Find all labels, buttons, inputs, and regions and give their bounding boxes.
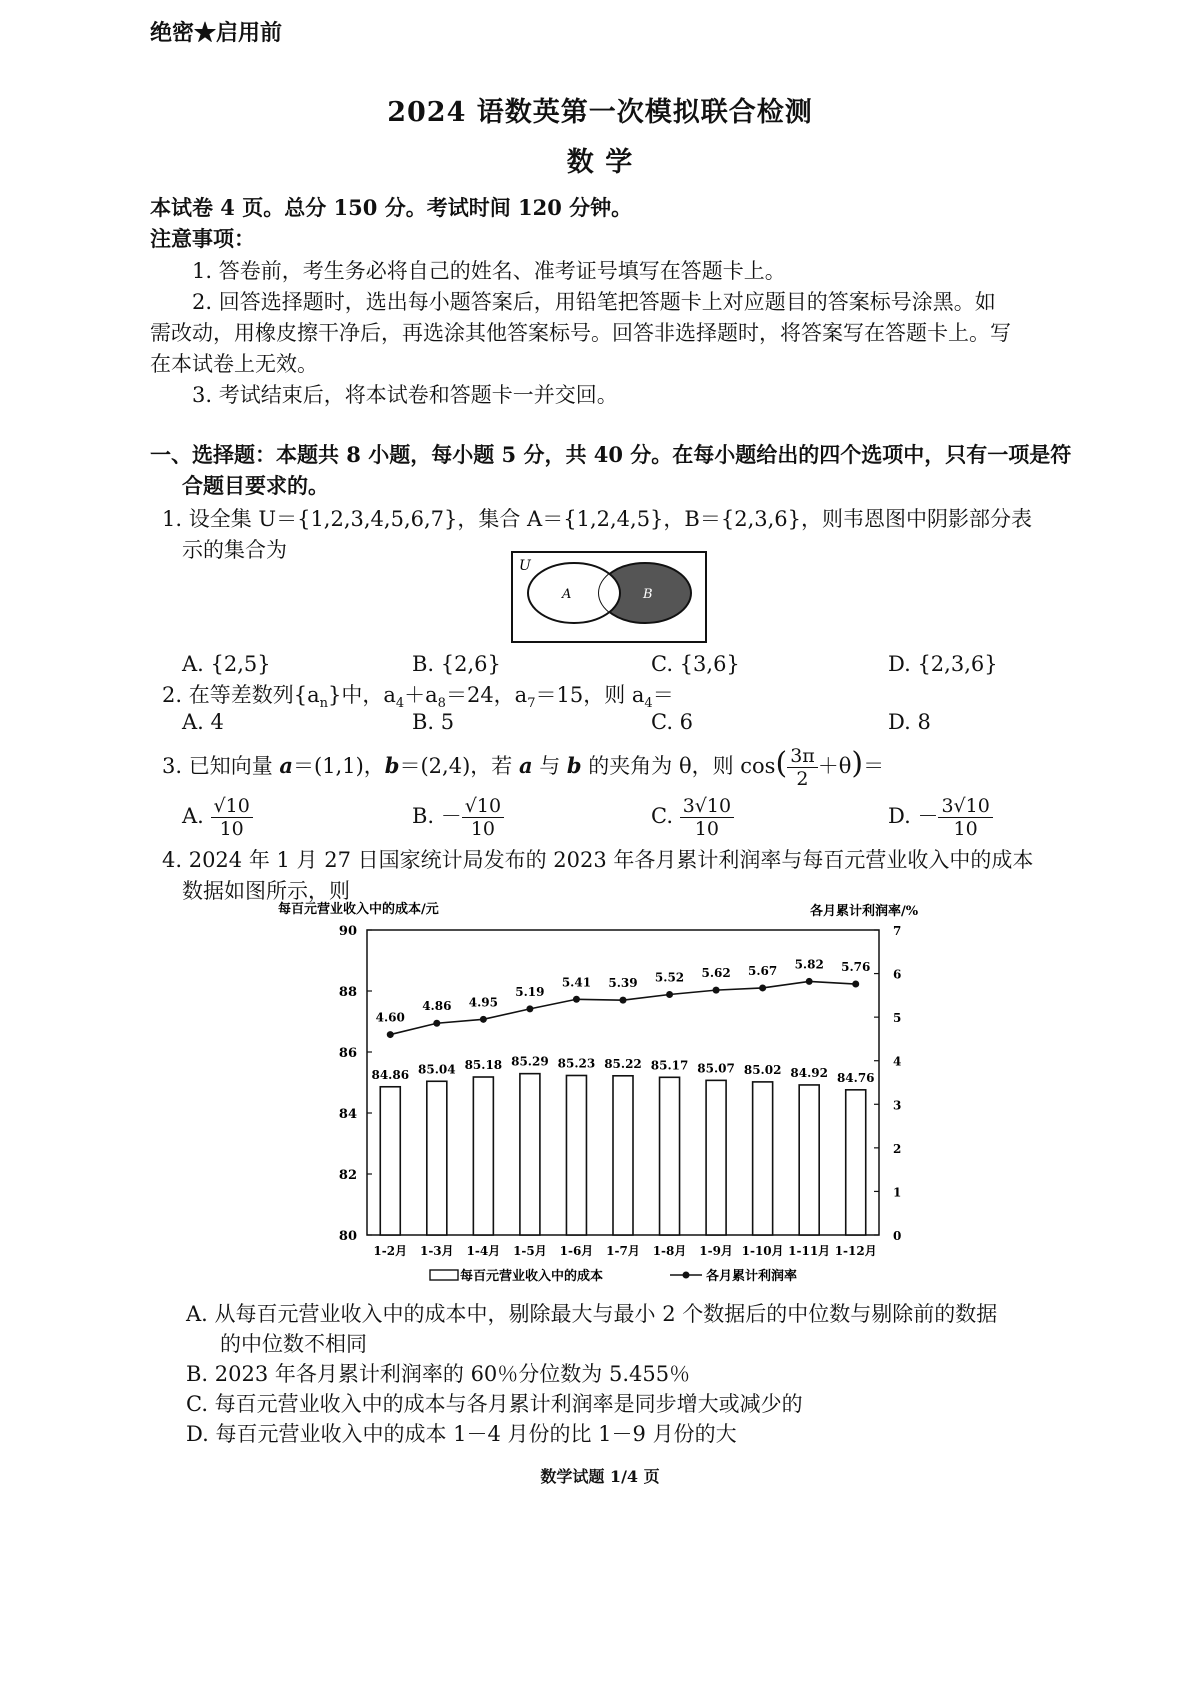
venn-label-u: U <box>519 558 531 574</box>
chart-left-axis-title: 每百元营业收入中的成本/元 <box>278 902 439 917</box>
note-2-line-1: 2. 回答选择题时，选出每小题答案后，用铅笔把答题卡上对应题目的答案标号涂黑。如 <box>192 290 996 314</box>
chart-bar-value-label: 84.86 <box>371 1067 410 1082</box>
chart-x-tick-label: 1-12月 <box>834 1244 877 1258</box>
chart-legend-line-marker <box>683 1272 690 1279</box>
chart-bar-value-label: 84.76 <box>836 1070 875 1085</box>
chart-bar <box>566 1075 586 1235</box>
q1-stem-line-1: 1. 设全集 U＝{1,2,3,4,5,6,7}，集合 A＝{1,2,4,5}，B＝{2,3,6}，则韦恩图中阴影部分表 <box>162 507 1033 531</box>
chart-line-point <box>852 981 859 988</box>
chart-bar <box>380 1087 400 1235</box>
chart-left-tick-label: 86 <box>338 1046 357 1061</box>
chart-right-tick-label: 1 <box>893 1185 902 1200</box>
chart-bar-value-label: 85.29 <box>511 1054 549 1069</box>
q2-option-c: C. 6 <box>651 710 694 734</box>
q4-option-c: C. 每百元营业收入中的成本与各月累计利润率是同步增大或减少的 <box>186 1392 803 1416</box>
exam-summary: 本试卷 4 页。总分 150 分。考试时间 120 分钟。 <box>150 195 633 220</box>
chart-line-point <box>480 1016 487 1023</box>
q4-stem-line-2: 数据如图所示，则 <box>182 879 350 903</box>
chart-right-tick-label: 4 <box>893 1054 902 1069</box>
q2-option-b: B. 5 <box>412 710 455 734</box>
q4-option-d: D. 每百元营业收入中的成本 1－4 月份的比 1－9 月份的大 <box>186 1422 737 1446</box>
chart-right-tick-label: 3 <box>893 1098 902 1113</box>
q4-chart <box>270 895 970 1295</box>
note-1: 1. 答卷前，考生务必将自己的姓名、准考证号填写在答题卡上。 <box>192 259 786 283</box>
chart-bar <box>613 1076 633 1235</box>
chart-left-tick-label: 80 <box>338 1229 357 1244</box>
chart-bar <box>520 1074 540 1235</box>
chart-legend-bar-label: 每百元营业收入中的成本 <box>460 1269 604 1284</box>
chart-line-value-label: 5.82 <box>794 957 824 972</box>
chart-left-tick-label: 90 <box>338 924 357 939</box>
chart-bar <box>846 1090 866 1235</box>
chart-x-tick-label: 1-4月 <box>466 1244 501 1258</box>
q2-option-a: A. 4 <box>182 710 224 734</box>
chart-x-tick-label: 1-6月 <box>559 1244 594 1258</box>
chart-left-tick-label: 82 <box>338 1168 357 1183</box>
chart-right-tick-label: 5 <box>893 1011 902 1026</box>
page-footer: 数学试题 1/4 页 <box>540 1467 660 1486</box>
chart-x-tick-label: 1-10月 <box>741 1244 784 1258</box>
chart-bar-value-label: 84.92 <box>790 1065 828 1080</box>
q3-option-a: A. $\frac{√10}{10}$ <box>182 795 253 840</box>
chart-bar-value-label: 85.18 <box>464 1058 503 1073</box>
chart-x-tick-label: 1-11月 <box>788 1244 831 1258</box>
chart-right-axis-title: 各月累计利润率/% <box>810 904 919 919</box>
chart-bar-value-label: 85.22 <box>604 1056 642 1071</box>
venn-label-a: A <box>562 587 572 602</box>
chart-line-point <box>387 1031 394 1038</box>
chart-line-point <box>806 978 813 985</box>
chart-bar <box>799 1085 819 1235</box>
chart-bar <box>660 1077 680 1235</box>
q1-option-d: D. {2,3,6} <box>888 652 998 676</box>
notes-title: 注意事项： <box>150 226 255 251</box>
chart-line-value-label: 4.60 <box>375 1010 405 1025</box>
chart-line-value-label: 5.67 <box>748 963 778 978</box>
chart-bar <box>753 1082 773 1235</box>
chart-left-tick-label: 88 <box>338 985 357 1000</box>
chart-line-point <box>666 991 673 998</box>
q4-option-b: B. 2023 年各月累计利润率的 60％分位数为 5.455％ <box>186 1362 691 1386</box>
q4-option-a-line-2: 的中位数不相同 <box>220 1332 367 1356</box>
chart-x-tick-label: 1-9月 <box>699 1244 733 1258</box>
q3-option-d: D. － $\frac{3√10}{10}$ <box>888 795 993 840</box>
venn-label-b: B <box>643 587 653 602</box>
chart-x-tick-label: 1-2月 <box>373 1244 408 1258</box>
q2-option-d: D. 8 <box>888 710 931 734</box>
chart-bar <box>473 1077 493 1235</box>
q4-option-a-line-1: A. 从每百元营业收入中的成本中，剔除最大与最小 2 个数据后的中位数与剔除前的数据 <box>186 1302 998 1326</box>
q2-stem: 2. 在等差数列$\{a_n\}$中，$a_4+a_8=24$，$a_7=15$，则 $a_4=$ <box>162 683 674 712</box>
q3-fraction: $\frac{3\pi}{2}$ <box>787 745 818 790</box>
chart-bar-value-label: 85.07 <box>697 1061 735 1076</box>
chart-right-tick-label: 6 <box>893 967 902 982</box>
note-2-line-2: 需改动，用橡皮擦干净后，再选涂其他答案标号。回答非选择题时，将答案写在答题卡上。写 <box>150 321 1011 345</box>
venn-diagram <box>510 548 710 648</box>
chart-line-point <box>526 1005 533 1012</box>
chart-x-tick-label: 1-3月 <box>419 1244 454 1258</box>
chart-line-value-label: 4.95 <box>468 995 498 1010</box>
chart-x-tick-label: 1-7月 <box>606 1244 640 1258</box>
q1-option-a: A. {2,5} <box>182 652 271 676</box>
q3-option-c: C. $\frac{3√10}{10}$ <box>651 795 734 840</box>
note-3: 3. 考试结束后，将本试卷和答题卡一并交回。 <box>192 383 618 407</box>
q4-stem-line-1: 4. 2024 年 1 月 27 日国家统计局发布的 2023 年各月累计利润率与每百元营业收入中的成本 <box>162 848 1034 872</box>
chart-line-value-label: 5.76 <box>841 960 871 975</box>
chart-left-tick-label: 84 <box>338 1107 357 1122</box>
chart-line-value-label: 4.86 <box>422 999 452 1014</box>
chart-bar-value-label: 85.04 <box>418 1062 456 1077</box>
q1-stem-line-2: 示的集合为 <box>182 538 287 562</box>
q1-option-b: B. {2,6} <box>412 652 501 676</box>
chart-line-value-label: 5.39 <box>608 976 638 991</box>
chart-line-point <box>573 996 580 1003</box>
chart-line-value-label: 5.19 <box>515 984 545 999</box>
confidential-label: 绝密★启用前 <box>150 20 283 46</box>
q3-option-b: B. － $\frac{√10}{10}$ <box>412 795 504 840</box>
note-2-line-3: 在本试卷上无效。 <box>150 352 318 376</box>
chart-line-value-label: 5.52 <box>654 970 685 985</box>
chart-line-value-label: 5.41 <box>561 975 592 990</box>
chart-line-point <box>759 984 766 991</box>
chart-bar <box>706 1080 726 1235</box>
chart-bar <box>427 1081 447 1235</box>
chart-legend-line-label: 各月累计利润率 <box>706 1269 798 1284</box>
chart-bar-value-label: 85.23 <box>557 1056 596 1071</box>
chart-bar-value-label: 85.02 <box>743 1062 782 1077</box>
section-1-heading: 一、选择题：本题共 8 小题，每小题 5 分，共 40 分。在每小题给出的四个选项中，只有一项是符 <box>150 442 1072 467</box>
section-1-heading-cont: 合题目要求的。 <box>182 473 329 498</box>
chart-x-tick-label: 1-8月 <box>652 1244 687 1258</box>
chart-line-point <box>620 997 627 1004</box>
subject-title: 数 学 <box>566 147 634 178</box>
q1-option-c: C. {3,6} <box>651 652 740 676</box>
chart-line-value-label: 5.62 <box>701 966 731 981</box>
exam-title: 2024 语数英第一次模拟联合检测 <box>387 97 813 128</box>
chart-x-tick-label: 1-5月 <box>513 1244 547 1258</box>
chart-line-point <box>713 987 720 994</box>
chart-legend-bar-swatch <box>430 1270 458 1280</box>
chart-right-tick-label: 2 <box>893 1141 902 1156</box>
chart-right-tick-label: 7 <box>893 924 902 938</box>
chart-line-point <box>433 1020 440 1027</box>
q3-stem: 3. 已知向量 a＝(1,1)，b＝(2,4)，若 a 与 b 的夹角为 θ，则 cos( $\frac{3\pi}{2}$ ＋θ)＝ <box>162 745 885 790</box>
chart-right-tick-label: 0 <box>893 1229 902 1243</box>
chart-bar-value-label: 85.17 <box>650 1058 689 1073</box>
